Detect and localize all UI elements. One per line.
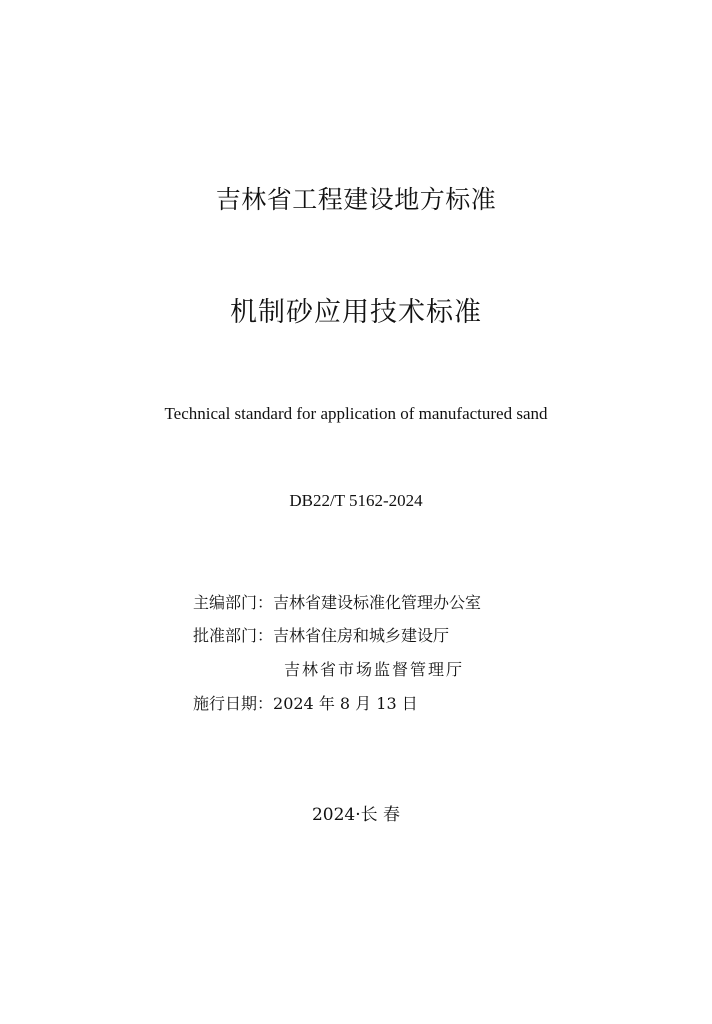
- editor-value: 吉林省建设标准化管理办公室: [273, 593, 482, 612]
- approver-row-2: [284, 657, 464, 680]
- standard-title-chinese: 机制砂应用技术标准: [230, 297, 482, 328]
- standard-title-english: Technical standard for application of manufactured sand: [164, 404, 548, 423]
- effective-date-row: [193, 691, 418, 714]
- approver-value-1: 吉林省住房和城乡建设厅: [273, 626, 450, 645]
- approver-row: [193, 623, 449, 646]
- standard-category-heading: 吉林省工程建设地方标准: [215, 185, 497, 214]
- approver-value-2: 吉林省市场监督管理厅: [284, 660, 465, 679]
- effective-date-label: 施行日期：: [193, 694, 274, 713]
- editor-label: 主编部门：: [193, 593, 274, 612]
- standard-code: DB22/T 5162-2024: [289, 491, 423, 510]
- effective-date-value: 2024 年 8 月 13 日: [273, 694, 418, 713]
- publication-imprint: 2024·长 春: [311, 805, 401, 825]
- approver-label: 批准部门：: [193, 626, 274, 645]
- editor-row: [193, 590, 481, 613]
